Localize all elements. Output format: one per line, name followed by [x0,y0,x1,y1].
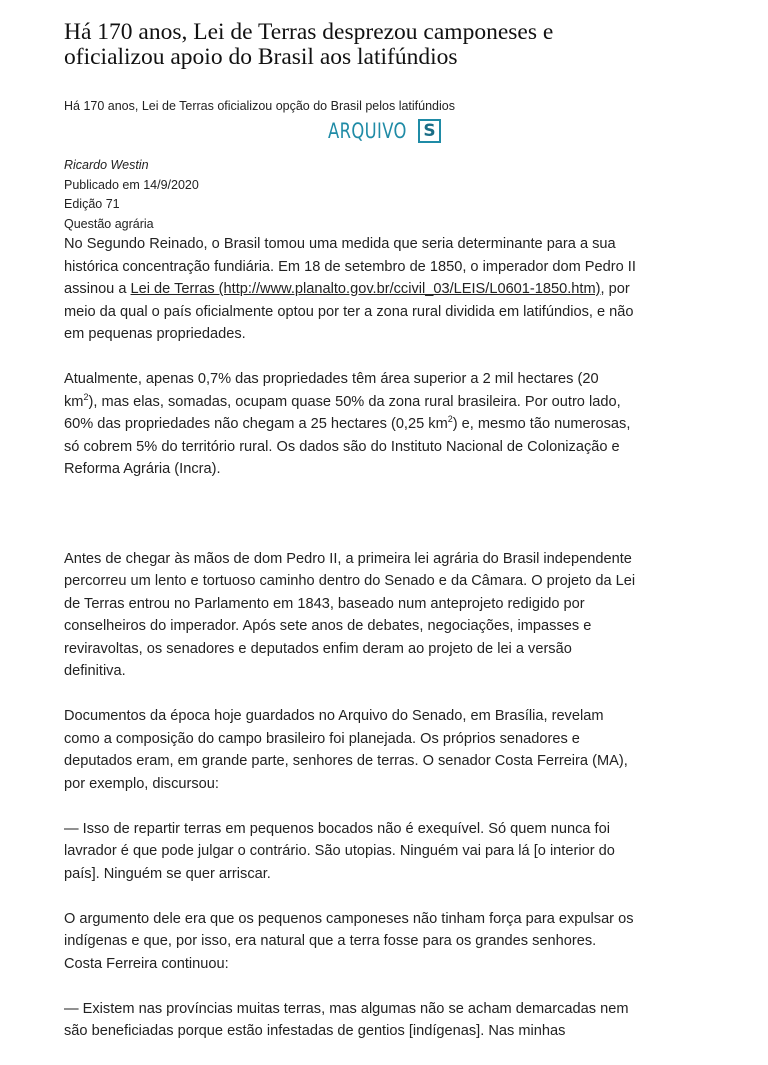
superscript-2a: 2 [83,391,89,402]
paragraph-2-text-c: ) e, mesmo tão numerosas, só cobrem 5% do território rural. Os dados são do Instituto Nacional de Colonização e Reforma Agrária (Incra). [64,416,631,477]
paragraph-1-text-end: , por meio da qual o país oficialmente optou por ter a zona rural dividida em latifúndios, e não em pequenas propriedades. [64,281,634,342]
paragraph-2-text-a: Atualmente, apenas 0,7% das propriedades têm área superior a 2 mil hectares (20 km [64,371,599,410]
logo-text: ARQUIVO [328,119,407,143]
quote-paragraph-2: — Existem nas províncias muitas terras, mas algumas não se acham demarcadas nem são beneficiadas porque estão infestadas de gentios [indígenas]. Nas minhas [64,1000,629,1039]
author-name: Ricardo Westin [64,158,149,172]
paragraph-6: O argumento dele era que os pequenos camponeses não tinham força para expulsar os indígenas e que, por isso, era natural que a terra fosse para os grandes senhores. Costa Ferreira continuou: [64,910,634,972]
lei-de-terras-link[interactable]: Lei de Terras (http://www.planalto.gov.br/ccivil_03/LEIS/L0601-1850.htm) [130,281,601,297]
page-title: Há 170 anos, Lei de Terras desprezou camponeses e oficializou apoio do Brasil aos latifúndios [64,19,554,70]
paragraph-2 [64,368,636,481]
paragraph-2-text-b: ), mas elas, somadas, ocupam quase 50% da zona rural brasileira. Por outro lado, 60% das propriedades não chegam a 25 hectares (0,25 km [64,393,621,432]
article-meta [64,156,199,234]
publish-date: Publicado em 14/9/2020 [64,177,199,192]
article-subtitle: Há 170 anos, Lei de Terras oficializou opção do Brasil pelos latifúndios [64,99,455,113]
quote-paragraph-1: — Isso de repartir terras em pequenos bocados não é exequível. Só quem nunca foi lavrador é que pode julgar o contrário. São utopias. Ninguém vai para lá [o interior do país]. Ninguém se quer arriscar. [64,820,615,882]
category-tag: Questão agrária [64,216,154,231]
paragraph-1 [64,233,636,346]
logo-badge-letter: S [423,120,436,141]
paragraph-3: Antes de chegar às mãos de dom Pedro II, a primeira lei agrária do Brasil independente percorreu um lento e tortuoso caminho dentro do Senado e da Câmara. O projeto da Lei de Terras entrou no Parlamento em 1843, baseado num anteprojeto redigido por conselheiros do imperador. Após sete anos de debates, negociações, impasses e reviravoltas, os senadores e deputados enfim deram ao projeto de lei a versão definitiva. [64,550,636,679]
edition-number: Edição 71 [64,197,120,211]
article-body [64,233,636,1065]
paragraph-4: Documentos da época hoje guardados no Arquivo do Senado, em Brasília, revelam como a composição do campo brasileiro foi planejada. Os próprios senadores e deputados eram, em grande parte, senhores de terras. O senador Costa Ferreira (MA), por exemplo, discursou: [64,708,628,792]
arquivo-s-logo [328,116,441,146]
logo-badge [418,119,441,143]
superscript-2b: 2 [447,414,453,424]
paragraph-1-text-start: No Segundo Reinado, o Brasil tomou uma medida que seria determinante para a sua histórica concentração fundiária. Em 18 de setembro de 1850, o imperador dom Pedro II assinou a [64,236,636,297]
